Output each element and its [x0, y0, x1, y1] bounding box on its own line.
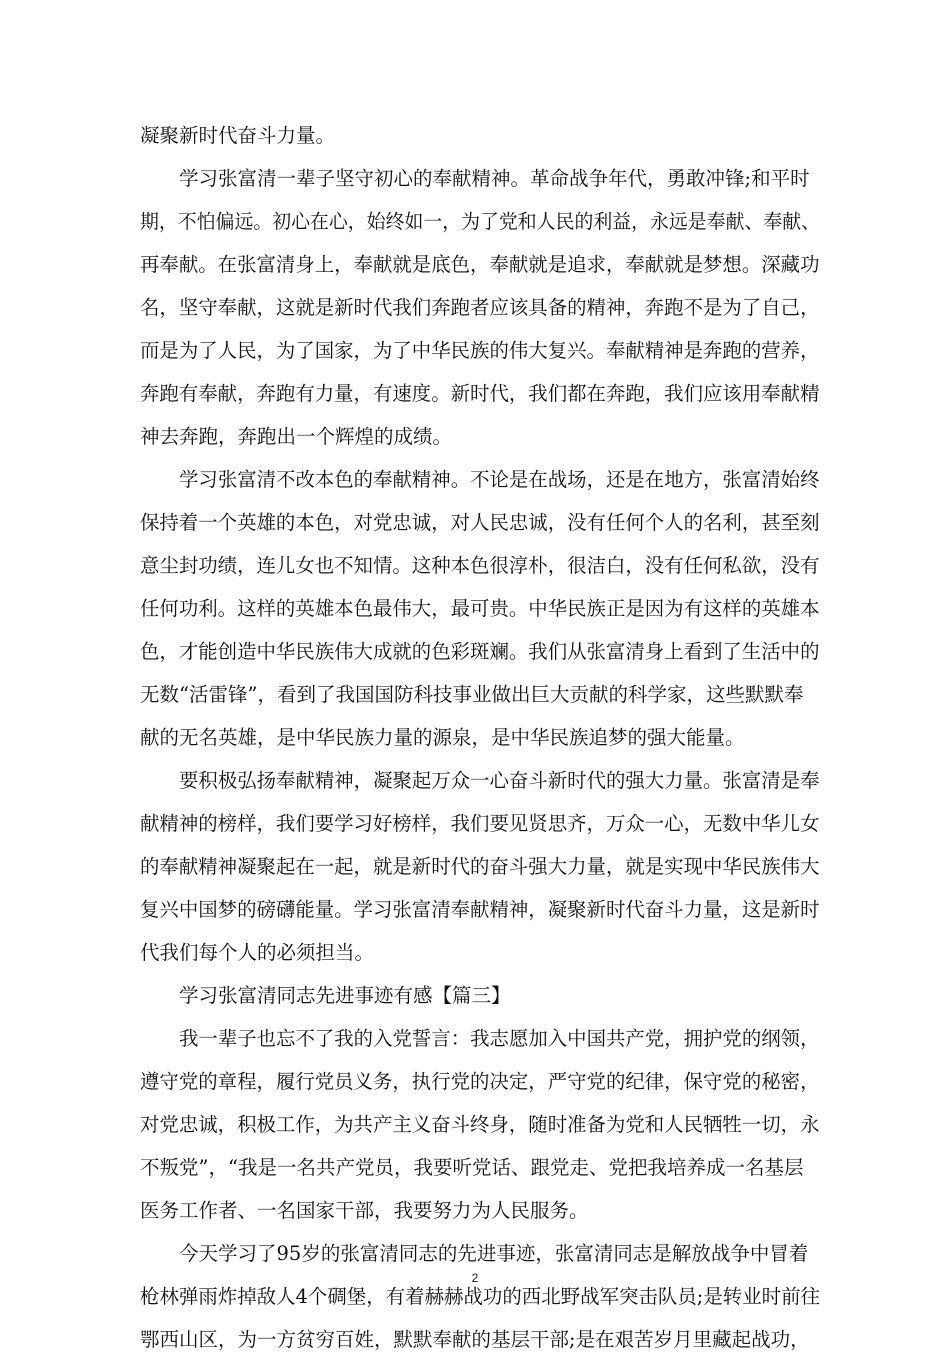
section-heading: 学习张富清同志先进事迹有感【篇三】 — [179, 984, 511, 1007]
text-line: 凝聚新时代奋斗力量。 — [140, 124, 336, 147]
paragraph-start-line: 我一辈子也忘不了我的入党誓言：我志愿加入中国共产党，拥护党的纲领， — [179, 1027, 820, 1050]
text-line: 代我们每个人的必须担当。 — [140, 941, 375, 964]
text-line: 再奉献。在张富清身上，奉献就是底色，奉献就是追求，奉献就是梦想。深藏功 — [140, 253, 820, 276]
text-line: 献精神的榜样，我们要学习好榜样，我们要见贤思齐，万众一心，无数中华儿女 — [140, 812, 820, 835]
text-line: 期，不怕偏远。初心在心，始终如一，为了党和人民的利益，永远是奉献、奉献、 — [140, 210, 821, 233]
paragraph-start-line: 要积极弘扬奉献精神，凝聚起万众一心奋斗新时代的强大力量。张富清是奉 — [179, 769, 820, 792]
paragraph-start-line: 学习张富清一辈子坚守初心的奉献精神。革命战争年代，勇敢冲锋;和平时 — [179, 167, 810, 190]
text-line: 无数“活雷锋”，看到了我国国防科技事业做出巨大贡献的科学家，这些默默奉 — [140, 683, 804, 706]
text-line: 意尘封功绩，连儿女也不知情。这种本色很淳朴，很洁白，没有任何私欲，没有 — [140, 554, 820, 577]
text-line: 不叛党”，“我是一名共产党员，我要听党话、跟党走、党把我培养成一名基层 — [140, 1156, 804, 1179]
text-line: 枪林弹雨炸掉敌人4个碉堡，有着赫赫战功的西北野战军突击队员;是转业时前往 — [140, 1285, 821, 1308]
text-line: 而是为了人民，为了国家，为了中华民族的伟大复兴。奉献精神是奔跑的营养， — [140, 339, 820, 362]
text-line: 色，才能创造中华民族伟大成就的色彩斑斓。我们从张富清身上看到了生活中的 — [140, 640, 820, 663]
paragraph-start-line: 学习张富清不改本色的奉献精神。不论是在战场，还是在地方，张富清始终 — [179, 468, 820, 491]
text-line: 复兴中国梦的磅礴能量。学习张富清奉献精神，凝聚新时代奋斗力量，这是新时 — [140, 898, 820, 921]
text-line: 鄂西山区，为一方贫穷百姓，默默奉献的基层干部;是在艰苦岁月里藏起战功， — [140, 1328, 810, 1351]
text-line: 遵守党的章程，履行党员义务，执行党的决定，严守党的纪律，保守党的秘密， — [140, 1070, 820, 1093]
text-line: 神去奔跑，奔跑出一个辉煌的成绩。 — [140, 425, 453, 448]
text-line: 的奉献精神凝聚起在一起，就是新时代的奋斗强大力量，就是实现中华民族伟大 — [140, 855, 820, 878]
page-number: 2 — [471, 1271, 479, 1285]
text-line: 医务工作者、一名国家干部，我要努力为人民服务。 — [140, 1199, 589, 1222]
paragraph-start-line: 今天学习了95岁的张富清同志的先进事迹，张富清同志是解放战争中冒着 — [179, 1242, 809, 1265]
text-line: 对党忠诚，积极工作，为共产主义奋斗终身，随时准备为党和人民牺牲一切，永 — [140, 1113, 820, 1136]
text-line: 保持着一个英雄的本色，对党忠诚，对人民忠诚，没有任何个人的名利，甚至刻 — [140, 511, 820, 534]
text-line: 奔跑有奉献，奔跑有力量，有速度。新时代，我们都在奔跑，我们应该用奉献精 — [140, 382, 820, 405]
text-line: 名，坚守奉献，这就是新时代我们奔跑者应该具备的精神，奔跑不是为了自己， — [140, 296, 820, 319]
text-line: 任何功利。这样的英雄本色最伟大，最可贵。中华民族正是因为有这样的英雄本 — [140, 597, 820, 620]
text-line: 献的无名英雄，是中华民族力量的源泉，是中华民族追梦的强大能量。 — [140, 726, 745, 749]
